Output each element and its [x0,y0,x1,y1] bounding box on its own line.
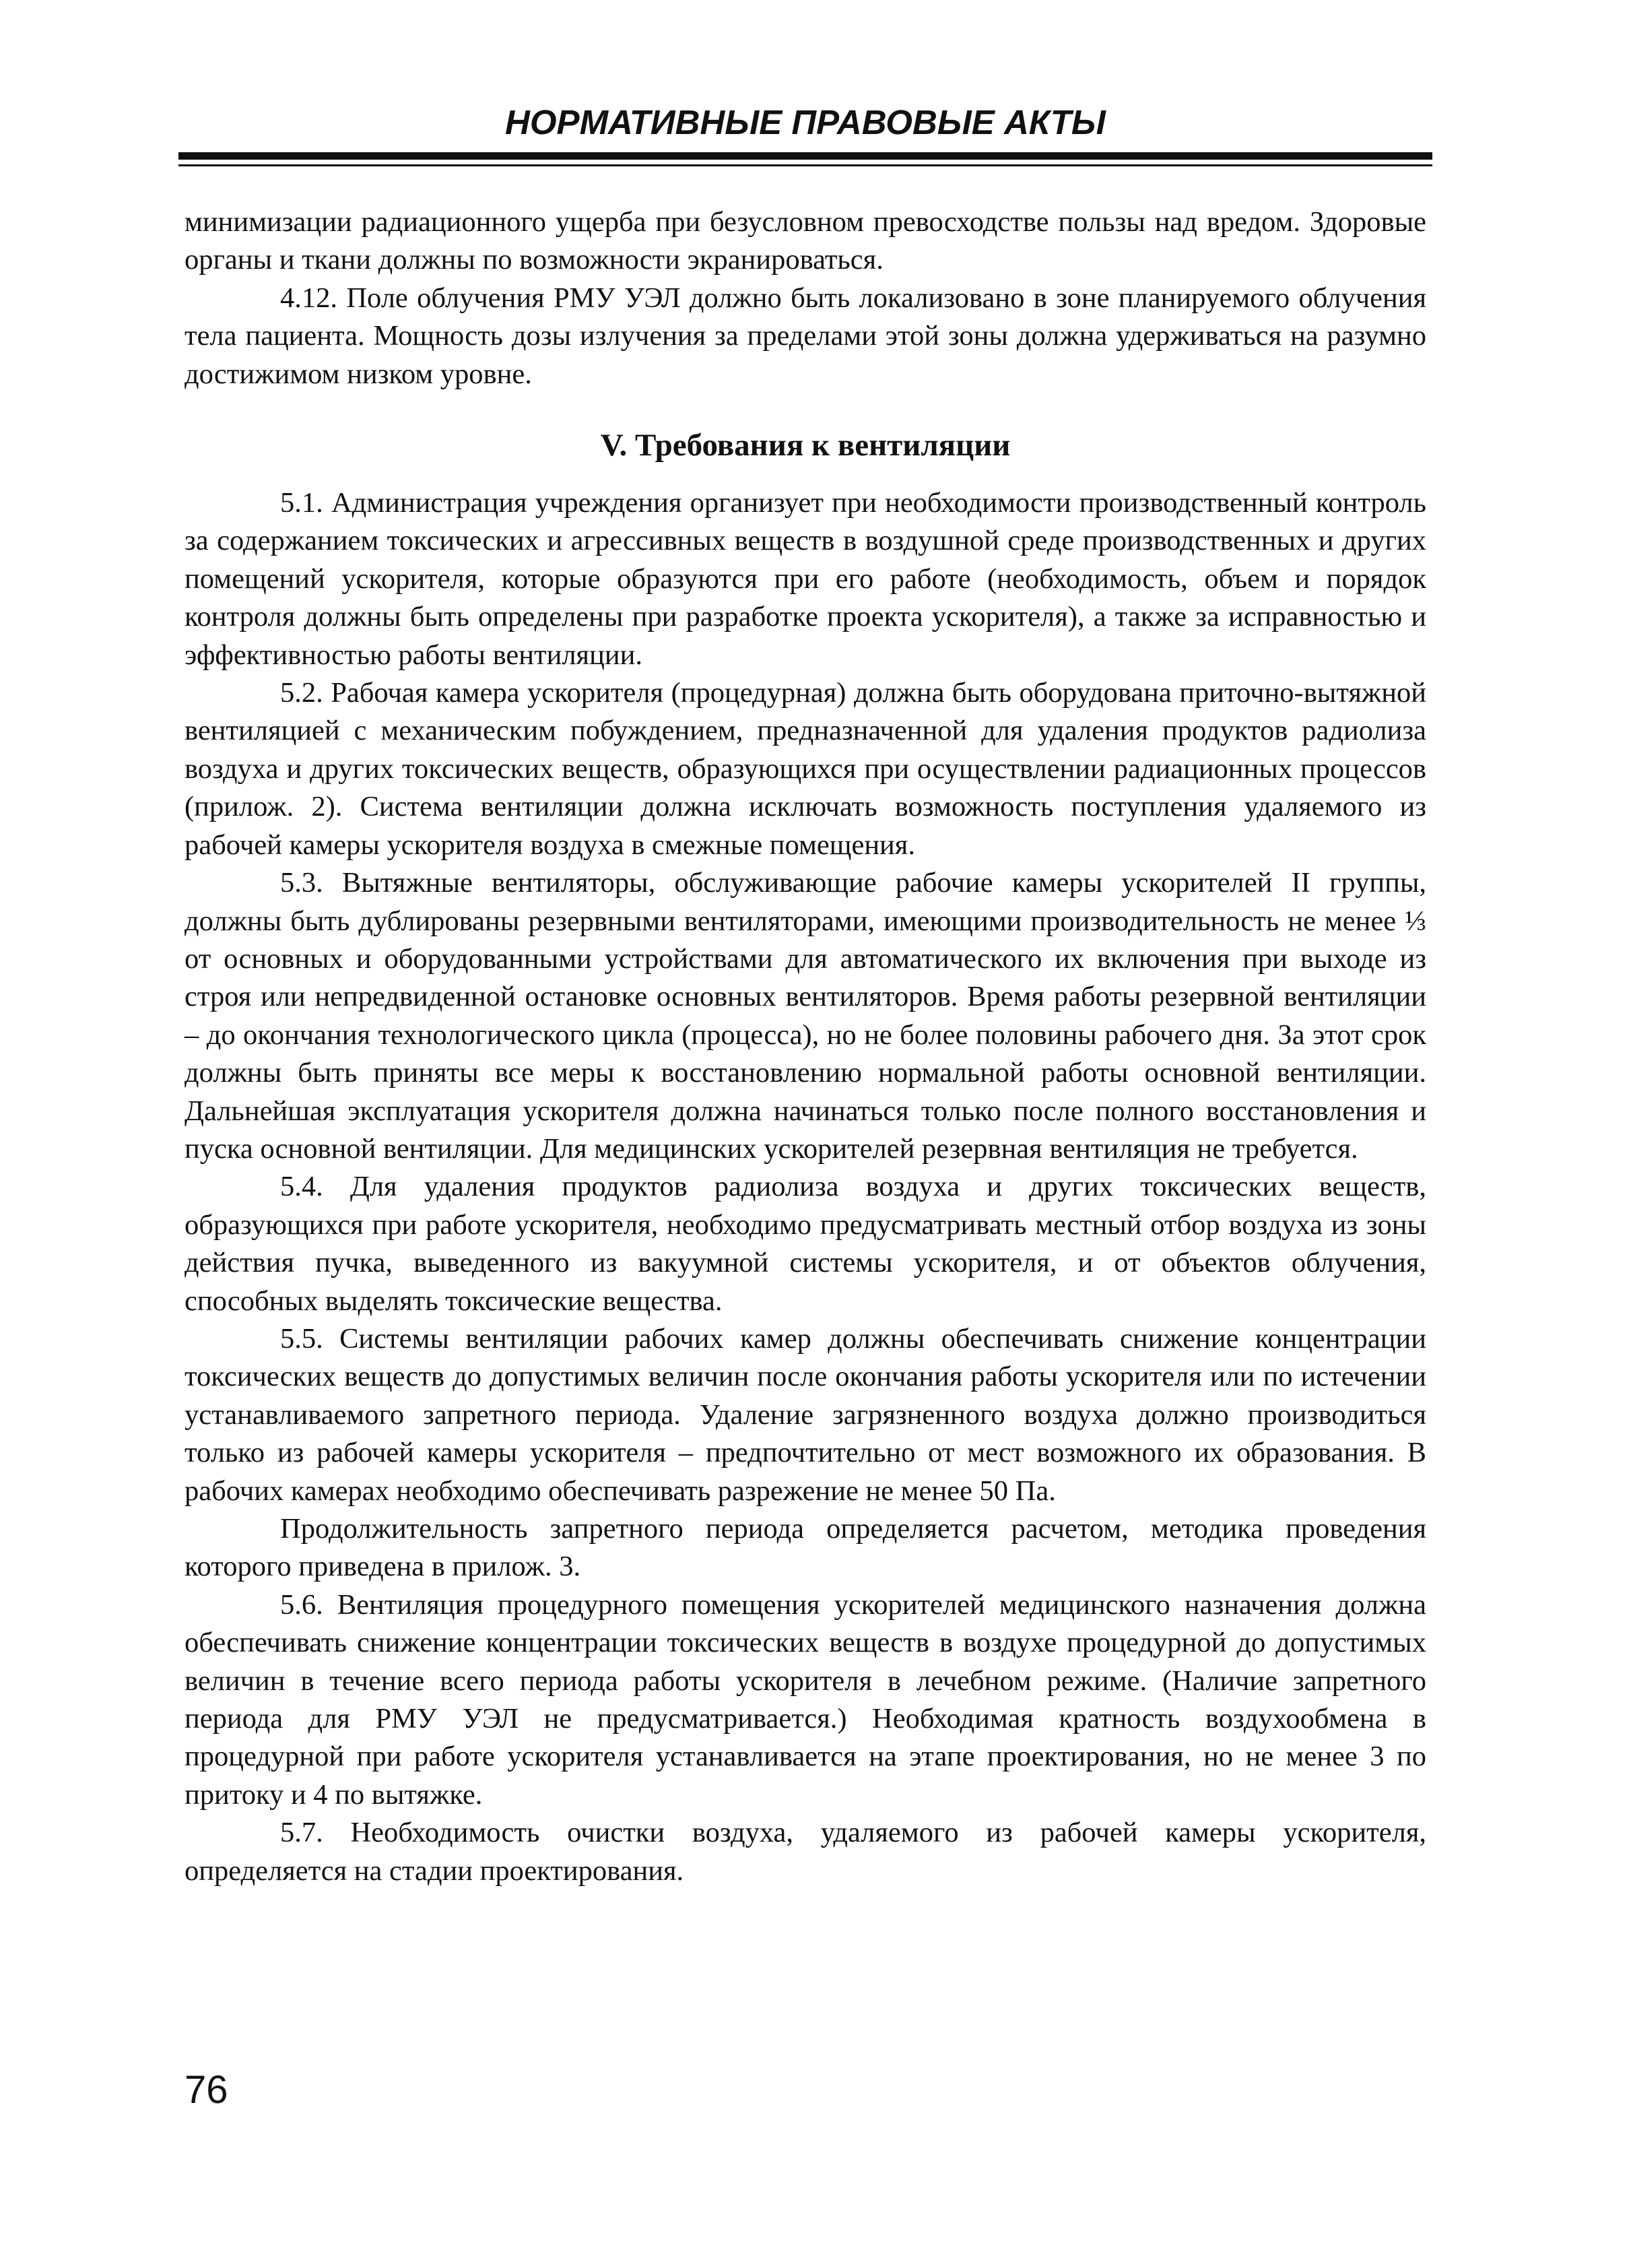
body-text [185,203,1426,1890]
paragraph-5-5-continued: Продолжительность запретного периода определяется расчетом, методика проведения которого приведена в прилож. 3. [185,1513,1426,1583]
paragraph-continued: минимизации радиационного ущерба при безусловном превосходстве пользы над вредом. Здоровые органы и ткани должны по возможности экранироваться. [185,206,1426,276]
paragraph-5-2: 5.2. Рабочая камера ускорителя (процедурная) должна быть оборудована приточно-вытяжной вентиляцией с механическим побуждением, предназначенной для удаления продуктов радиолиза воздуха и других токсических веществ, образующихся при осуществлении радиационных процессов (прилож. 2). Система вентиляции должна исключать возможность поступления удаляемого из рабочей камеры ускорителя воздуха в смежные помещения. [185,677,1426,861]
paragraph-4-12: 4.12. Поле облучения РМУ УЭЛ должно быть локализовано в зоне планируемого облучения тела пациента. Мощность дозы излучения за пределами этой зоны должна удерживаться на разумно достижимом низком уровне. [185,282,1426,390]
running-header: НОРМАТИВНЫЕ ПРАВОВЫЕ АКТЫ [505,103,1106,141]
page-number: 76 [185,2068,228,2112]
paragraph-5-6: 5.6. Вентиляция процедурного помещения ускорителей медицинского назначения должна обеспечивать снижение концентрации токсических веществ в воздухе процедурной до допустимых величин в течение всего периода работы ускорителя в лечебном режиме. (Наличие запретного периода для РМУ УЭЛ не предусматривается.) Необходимая кратность воздухообмена в процедурной при работе ускорителя устанавливается на этапе проектирования, но не менее 3 по притоку и 4 по вытяжке. [185,1588,1426,1811]
section-title: V. Требования к вентиляции [600,428,1011,463]
paragraph-5-7: 5.7. Необходимость очистки воздуха, удаляемого из рабочей камеры ускорителя, определяется на стадии проектирования. [185,1817,1426,1887]
paragraph-5-5: 5.5. Системы вентиляции рабочих камер должны обеспечивать снижение концентрации токсических веществ до допустимых величин после окончания работы ускорителя или по истечении устанавливаемого запретного периода. Удаление загрязненного воздуха должно производиться только из рабочей камеры ускорителя – предпочтительно от мест возможного их образования. В рабочих камерах необходимо обеспечивать разрежение не менее 50 Па. [185,1322,1426,1507]
header-rule-thick [178,152,1432,160]
paragraph-5-4: 5.4. Для удаления продуктов радиолиза воздуха и других токсических веществ, образующихся при работе ускорителя, необходимо предусматривать местный отбор воздуха из зоны действия пучка, выведенного из вакуумной системы ускорителя, и от объектов облучения, способных выделять токсические вещества. [185,1171,1426,1317]
header-rule-thin [178,164,1432,166]
paragraph-5-1: 5.1. Администрация учреждения организует при необходимости производственный контроль за содержанием токсических и агрессивных веществ в воздушной среде производственных и других помещений ускорителя, которые образуются при его работе (необходимость, объем и порядок контроля должны быть определены при разработке проекта ускорителя), а также за исправностью и эффективностью работы вентиляции. [185,487,1426,671]
paragraph-5-3: 5.3. Вытяжные вентиляторы, обслуживающие рабочие камеры ускорителей II группы, должны быть дублированы резервными вентиляторами, имеющими производительность не менее ⅓ от основных и оборудованными устройствами для автоматического их включения при выходе из строя или непредвиденной остановке основных вентиляторов. Время работы резервной вентиляции – до окончания технологического цикла (процесса), но не более половины рабочего дня. За этот срок должны быть приняты все меры к восстановлению нормальной работы основной вентиляции. Дальнейшая эксплуатация ускорителя должна начинаться только после полного восстановления и пуска основной вентиляции. Для медицинских ускорителей резервная вентиляция не требуется. [185,867,1426,1165]
